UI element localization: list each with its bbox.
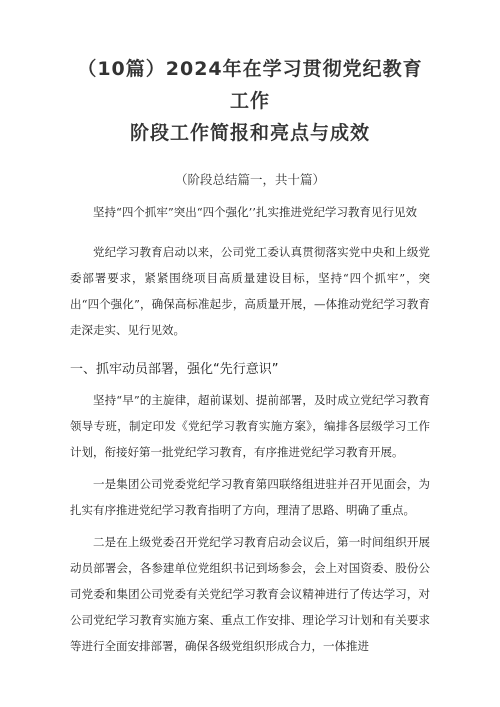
body-paragraph-1: 党纪学习教育启动以来，公司党工委认真贯彻落实党中央和上级党委部署要求，紧紧围绕项目高质量建设目标，坚持“四个抓牢”，突出“四个强化”，确保高标准起步，高质量开展，—体推动党纪学习教育走深走实、见行见效。: [70, 245, 430, 337]
body-paragraph-4: 二是在上级党委召开党纪学习教育启动会议后，第一时间组织开展动员部署会，各参建单位党组织书记到场参会，会上对国资委、股份公司党委和集团公司党委有关党纪学习教育会议精神进行了传达学习，对公司党纪学习教育实施方案、重点工作安排、理论学习计划和有关要求等进行全面安排部署，确保各级党组织形成合力，一体推进: [70, 535, 430, 653]
section-heading-1: 一、抓牢动员部署，强化“先行意识”: [70, 362, 279, 377]
title-line-1: （10篇）2024年在学习贯彻党纪教育工作: [77, 58, 423, 112]
body-paragraph-2: 坚持“早”的主旋律，超前谋划、提前部署，及时成立党纪学习教育领导专班，制定印发《党纪学习教育实施方案》，编排各层级学习工作计划，衔接好第一批党纪学习教育，有序推进党纪学习教育开展。: [70, 393, 430, 459]
document-title: [70, 0, 430, 149]
body-paragraph-3: 一是集团公司党委党纪学习教育第四联络组进驻并召开见面会，为扎实有序推进党纪学习教育指明了方向，理清了思路、明确了重点。: [70, 477, 430, 517]
intro-paragraph: 坚持“四个抓牢”突出“四个强化’’扎实推进党纪学习教育见行见效: [93, 205, 417, 219]
document-subtitle: （阶段总结篇一，共十篇）: [174, 172, 325, 187]
title-line-2: 阶段工作简报和亮点与成效: [129, 122, 370, 144]
